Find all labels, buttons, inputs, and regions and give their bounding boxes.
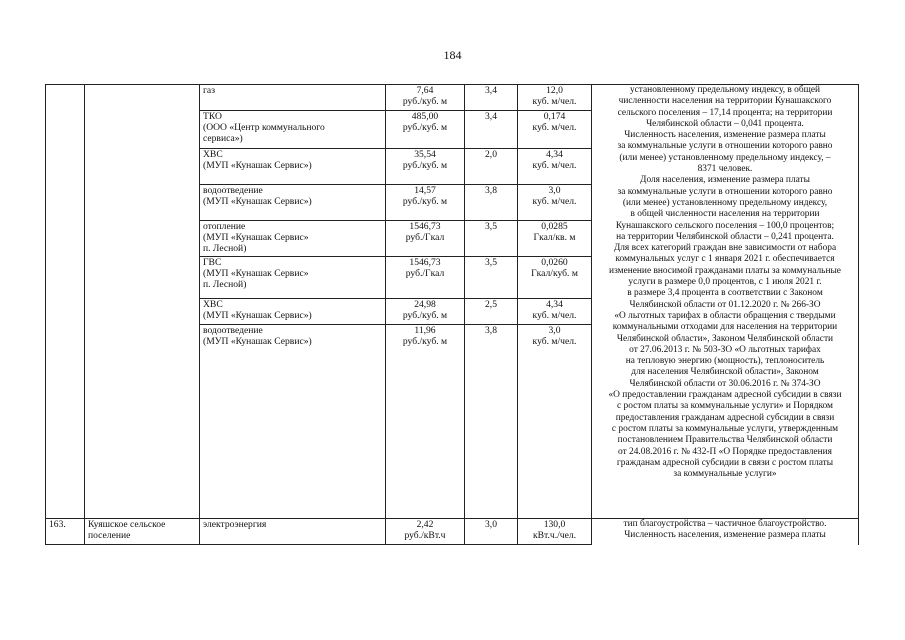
tariff-cell <box>386 185 465 221</box>
tariff-line: 24,98 <box>414 299 436 310</box>
index-value: 3,0 <box>485 519 497 530</box>
index-cell <box>465 149 518 185</box>
tariff-line: руб./куб. м <box>402 160 448 171</box>
note-line: численности населения на территории Кунашакского <box>618 96 832 107</box>
service-name-cell <box>200 257 386 299</box>
volume-line: Гкал/куб. м <box>531 268 578 279</box>
index-value: 3,8 <box>485 325 497 336</box>
tariff-line: 1546,73 <box>409 221 441 232</box>
tariff-line: руб./кВт.ч <box>404 530 446 541</box>
note-line: на тепловую энергию (мощность), теплоноситель <box>625 356 825 367</box>
index-value: 3,8 <box>485 185 497 196</box>
index-cell <box>465 257 518 299</box>
settlement-cell <box>85 519 200 545</box>
note-line: Численность населения, изменение размера платы <box>624 530 826 541</box>
note-line: (или менее) установленному предельному индексу, – <box>619 152 831 163</box>
note-line: Челябинской области от 30.06.2016 г. № 374-ЗО <box>629 378 821 389</box>
service-name-line: газ <box>203 85 215 96</box>
service-name-cell <box>200 325 386 519</box>
volume-line: куб. м/чел. <box>532 96 577 107</box>
volume-line: куб. м/чел. <box>532 122 577 133</box>
tariff-line: руб./Гкал <box>405 268 445 279</box>
row-number-cell <box>46 85 85 519</box>
volume-line: 3,0 <box>548 185 561 196</box>
note-line: Челябинской области – 0,041 процента. <box>646 118 804 129</box>
note-cell <box>592 85 859 519</box>
tariff-line: 485,00 <box>411 111 439 122</box>
service-name-line: (ООО «Центр коммунального <box>203 122 325 133</box>
volume-line: куб. м/чел. <box>532 310 577 321</box>
table-row <box>46 519 859 545</box>
service-name-line: отопление <box>203 221 246 232</box>
service-name-cell <box>200 221 386 257</box>
tariff-line: 2,42 <box>416 519 434 530</box>
tariff-cell <box>386 149 465 185</box>
table-body <box>46 85 859 545</box>
volume-cell <box>518 85 592 111</box>
note-line: Челябинской области», Законом Челябинской области <box>616 333 834 344</box>
tariff-line: руб./Гкал <box>405 232 445 243</box>
note-line: предоставления гражданам адресной субсидии в связи <box>615 412 835 423</box>
note-line: на территории Челябинской области – 0,241 процента. <box>616 231 834 242</box>
index-cell <box>465 519 518 545</box>
volume-line: куб. м/чел. <box>532 160 577 171</box>
volume-line: кВт.ч./чел. <box>532 530 577 541</box>
index-cell <box>465 325 518 519</box>
service-name-cell <box>200 111 386 149</box>
note-line: от 27.06.2013 г. № 503-ЗО «О льготных тарифах <box>629 344 821 355</box>
volume-line: 3,0 <box>548 325 561 336</box>
volume-cell <box>518 111 592 149</box>
volume-line: 130,0 <box>543 519 566 530</box>
tariff-cell <box>386 519 465 545</box>
tariff-line: 7,64 <box>416 85 434 96</box>
service-name-line: электроэнергия <box>203 519 267 530</box>
volume-line: 4,34 <box>546 149 563 160</box>
index-cell <box>465 185 518 221</box>
index-cell <box>465 111 518 149</box>
index-value: 3,4 <box>485 85 497 96</box>
note-line: Кунашакского сельского поселения – 100,0 процентов; <box>615 220 835 231</box>
service-name-line: (МУП «Кунашак Сервис») <box>203 310 312 321</box>
service-name-line: ХВС <box>203 149 223 160</box>
tariff-cell <box>386 299 465 325</box>
tariff-cell <box>386 85 465 111</box>
index-value: 3,5 <box>485 257 497 268</box>
service-name-line: (МУП «Кунашак Сервис» <box>203 268 309 279</box>
service-name-cell <box>200 149 386 185</box>
volume-line: 12,0 <box>546 85 563 96</box>
service-name-line: ХВС <box>203 299 223 310</box>
tariff-line: руб./куб. м <box>402 310 448 321</box>
note-line: «О предоставлении гражданам адресной субсидии в связи <box>608 390 842 401</box>
note-line: Челябинской области от 01.12.2020 г. № 266-ЗО <box>629 299 821 310</box>
note-line: за коммунальные услуги в отношении которого равно <box>617 141 833 152</box>
note-line: услуги в размере 0,0 процентов, с 1 июля 2021 г. <box>628 277 822 288</box>
service-name-line: п. Лесной) <box>203 243 247 254</box>
volume-line: 4,34 <box>546 299 563 310</box>
note-line: 8371 человек. <box>697 164 753 175</box>
note-line: от 24.08.2016 г. № 432-П «О Порядке предоставления <box>618 446 832 457</box>
service-name-line: п. Лесной) <box>203 279 247 290</box>
note-line: постановлением Правительства Челябинской области <box>617 435 833 446</box>
note-line: гражданам адресной субсидии в связи с ростом платы <box>616 457 834 468</box>
note-line: с ростом платы за коммунальные услуги» и Порядком <box>617 401 833 412</box>
service-name-line: ТКО <box>203 111 222 122</box>
tariff-line: 1546,73 <box>409 257 441 268</box>
row-number-cell <box>46 519 85 545</box>
tariff-cell <box>386 221 465 257</box>
note-line: установленному предельному индексу, в общей <box>629 85 821 95</box>
note-line: за коммунальные услуги в отношении которого равно <box>617 186 833 197</box>
tariff-cell <box>386 111 465 149</box>
service-name-line: (МУП «Кунашак Сервис») <box>203 196 312 207</box>
table-row <box>46 85 859 111</box>
tariff-cell <box>386 325 465 519</box>
note-line: (или менее) установленному предельному индексу, <box>622 197 828 208</box>
note-line: коммунальных услуг с 1 января 2021 г. обеспечивается <box>615 254 835 265</box>
index-value: 2,5 <box>485 299 497 310</box>
tariff-line: руб./куб. м <box>402 96 448 107</box>
service-name-cell <box>200 519 386 545</box>
volume-line: 0,0260 <box>541 257 568 268</box>
volume-cell <box>518 185 592 221</box>
note-line: для населения Челябинской области», Законом <box>631 367 819 378</box>
note-line: за коммунальные услуги» <box>673 469 777 480</box>
page-number: 184 <box>443 48 462 62</box>
index-value: 2,0 <box>485 149 497 160</box>
volume-cell <box>518 519 592 545</box>
service-name-line: (МУП «Кунашак Сервис») <box>203 336 312 347</box>
note-line: с ростом платы за коммунальные услуги, утвержденным <box>611 423 839 434</box>
volume-cell <box>518 257 592 299</box>
settlement-line: поселение <box>88 530 131 541</box>
index-cell <box>465 221 518 257</box>
service-name-line: сервиса») <box>203 133 243 144</box>
volume-cell <box>518 325 592 519</box>
note-line: в размере 3,4 процента в соответствии с Законом <box>627 288 823 299</box>
row-number: 163. <box>49 519 66 530</box>
volume-line: куб. м/чел. <box>532 196 577 207</box>
note-line: изменение вносимой гражданами платы за коммунальные <box>609 265 841 276</box>
note-line: сельского поселения – 17,14 процента; на территории <box>617 107 833 118</box>
tariff-cell <box>386 257 465 299</box>
service-name-cell <box>200 85 386 111</box>
note-line: «О льготных тарифах в области обращения с твердыми <box>614 310 836 321</box>
service-name-cell <box>200 299 386 325</box>
tariff-line: руб./куб. м <box>402 196 448 207</box>
note-line: Доля населения, изменение размера платы <box>640 175 810 186</box>
index-cell <box>465 299 518 325</box>
index-value: 3,4 <box>485 111 497 122</box>
tariff-table <box>45 84 859 545</box>
service-name-line: водоотведение <box>203 185 263 196</box>
settlement-line: Куяшское сельское <box>88 519 166 530</box>
service-name-line: водоотведение <box>203 325 263 336</box>
index-cell <box>465 85 518 111</box>
volume-cell <box>518 221 592 257</box>
tariff-line: 14,57 <box>414 185 436 196</box>
note-line: коммунальными отходами для населения на территории <box>612 322 838 333</box>
tariff-line: 11,96 <box>414 325 436 336</box>
volume-cell <box>518 299 592 325</box>
tariff-line: руб./куб. м <box>402 336 448 347</box>
volume-line: Гкал/кв. м <box>533 232 576 243</box>
tariff-line: руб./куб. м <box>402 122 448 133</box>
service-name-cell <box>200 185 386 221</box>
note-line: тип благоустройства – частичное благоустройство. <box>623 519 827 529</box>
volume-line: куб. м/чел. <box>532 336 577 347</box>
service-name-line: (МУП «Кунашак Сервис») <box>203 160 312 171</box>
service-name-line: ГВС <box>203 257 222 268</box>
index-value: 3,5 <box>485 221 497 232</box>
service-name-line: (МУП «Кунашак Сервис» <box>203 232 309 243</box>
tariff-line: 35,54 <box>414 149 436 160</box>
volume-cell <box>518 149 592 185</box>
note-line: Численность населения, изменение размера платы <box>624 130 826 141</box>
settlement-cell <box>85 85 200 519</box>
volume-line: 0,0285 <box>541 221 568 232</box>
note-cell <box>592 519 859 545</box>
volume-line: 0,174 <box>543 111 566 122</box>
note-line: Для всех категорий граждан вне зависимости от набора <box>613 243 837 254</box>
note-line: в общей численности населения на территории <box>630 209 820 220</box>
